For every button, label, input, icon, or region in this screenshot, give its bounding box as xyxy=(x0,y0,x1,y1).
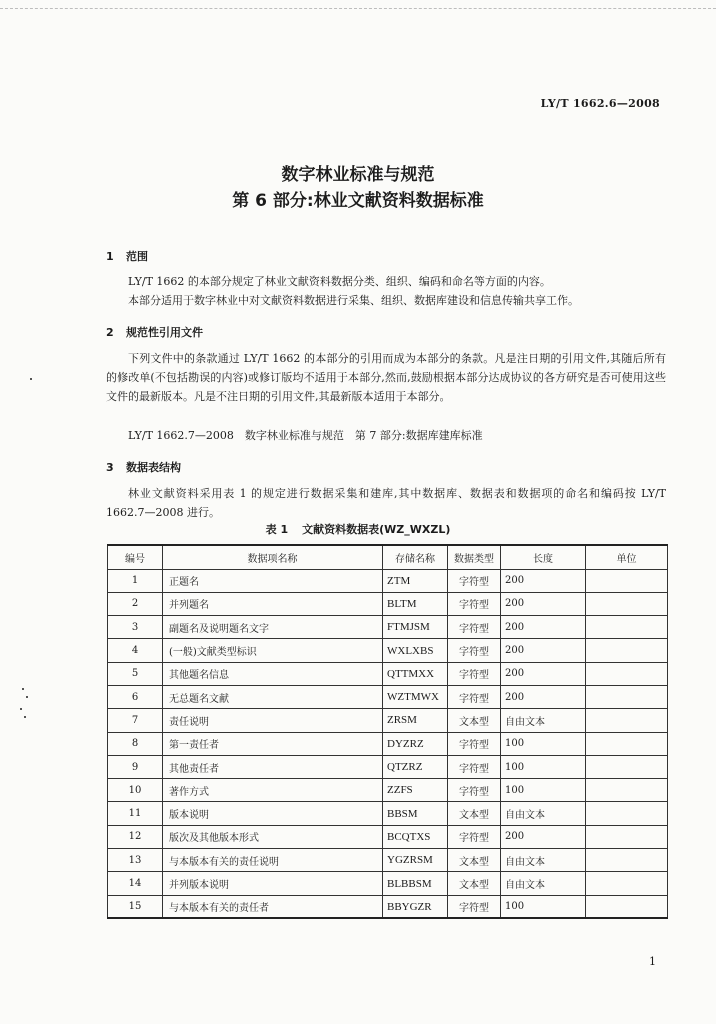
cell-number: 11 xyxy=(108,802,163,825)
cell-number: 12 xyxy=(108,825,163,848)
cell-number: 8 xyxy=(108,732,163,755)
cell-length: 200 xyxy=(501,592,586,615)
cell-storage-name: ZRSM xyxy=(383,709,448,732)
cell-number: 3 xyxy=(108,616,163,639)
cell-length: 200 xyxy=(501,825,586,848)
cell-item-name: 与本版本有关的责任者 xyxy=(163,895,383,918)
cell-unit xyxy=(586,872,668,895)
table-body xyxy=(108,569,668,918)
table-row xyxy=(108,639,668,662)
section-2-heading xyxy=(106,324,203,340)
cell-data-type: 字符型 xyxy=(448,685,501,708)
cell-unit xyxy=(586,895,668,918)
cell-length: 自由文本 xyxy=(501,872,586,895)
cell-length: 100 xyxy=(501,895,586,918)
cell-unit xyxy=(586,802,668,825)
top-scan-border xyxy=(0,8,716,9)
table-row xyxy=(108,779,668,802)
cell-storage-name: BCQTXS xyxy=(383,825,448,848)
cell-number: 13 xyxy=(108,849,163,872)
table-row xyxy=(108,755,668,778)
section-title: 范围 xyxy=(126,250,148,263)
cell-storage-name: YGZRSM xyxy=(383,849,448,872)
cell-item-name: 并列题名 xyxy=(163,592,383,615)
table-row xyxy=(108,592,668,615)
section-3-paragraph-1: 林业文献资料采用表 1 的规定进行数据采集和建库,其中数据库、数据表和数据项的命名和编码按 LY/T 1662.7—2008 进行。 xyxy=(106,487,666,519)
section-1-paragraph-2: 本部分适用于数字林业中对文献资料数据进行采集、组织、数据库建设和信息传输共享工作。 xyxy=(128,294,579,307)
cell-number: 2 xyxy=(108,592,163,615)
table-row xyxy=(108,616,668,639)
cell-data-type: 文本型 xyxy=(448,802,501,825)
table-row xyxy=(108,802,668,825)
cell-number: 7 xyxy=(108,709,163,732)
cell-unit xyxy=(586,639,668,662)
cell-unit xyxy=(586,616,668,639)
cell-item-name: 著作方式 xyxy=(163,779,383,802)
header-cell-number: 编号 xyxy=(108,545,163,569)
scan-speck xyxy=(26,696,28,698)
cell-item-name: 无总题名文献 xyxy=(163,685,383,708)
cell-number: 10 xyxy=(108,779,163,802)
section-3-heading xyxy=(106,459,181,475)
cell-storage-name: BBSM xyxy=(383,802,448,825)
cell-unit xyxy=(586,825,668,848)
table-row xyxy=(108,849,668,872)
section-number: 3 xyxy=(106,461,114,474)
cell-unit xyxy=(586,732,668,755)
cell-data-type: 字符型 xyxy=(448,616,501,639)
cell-data-type: 字符型 xyxy=(448,639,501,662)
cell-unit xyxy=(586,709,668,732)
cell-item-name: 其他题名信息 xyxy=(163,662,383,685)
section-1-heading xyxy=(106,248,148,264)
table-row xyxy=(108,709,668,732)
cell-item-name: 副题名及说明题名文字 xyxy=(163,616,383,639)
cell-unit xyxy=(586,755,668,778)
cell-storage-name: FTMJSM xyxy=(383,616,448,639)
cell-unit xyxy=(586,592,668,615)
cell-storage-name: BBYGZR xyxy=(383,895,448,918)
cell-storage-name: WZTMWX xyxy=(383,685,448,708)
cell-length: 自由文本 xyxy=(501,849,586,872)
page-number: 1 xyxy=(649,955,656,968)
cell-unit xyxy=(586,662,668,685)
header-cell-storage-name: 存储名称 xyxy=(383,545,448,569)
cell-item-name: 版本说明 xyxy=(163,802,383,825)
cell-number: 6 xyxy=(108,685,163,708)
cell-data-type: 文本型 xyxy=(448,849,501,872)
cell-unit xyxy=(586,779,668,802)
cell-length: 200 xyxy=(501,569,586,592)
cell-item-name: 并列版本说明 xyxy=(163,872,383,895)
data-table xyxy=(107,544,668,919)
cell-data-type: 文本型 xyxy=(448,709,501,732)
cell-item-name: (一般)文献类型标识 xyxy=(163,639,383,662)
table-row xyxy=(108,662,668,685)
table-row xyxy=(108,569,668,592)
cell-item-name: 正题名 xyxy=(163,569,383,592)
table-row xyxy=(108,685,668,708)
cell-storage-name: BLTM xyxy=(383,592,448,615)
cell-data-type: 字符型 xyxy=(448,779,501,802)
cell-storage-name: BLBBSM xyxy=(383,872,448,895)
section-2-reference: LY/T 1662.7—2008 数字林业标准与规范 第 7 部分:数据库建库标准 xyxy=(128,429,483,442)
cell-storage-name: ZTM xyxy=(383,569,448,592)
cell-length: 100 xyxy=(501,755,586,778)
cell-data-type: 文本型 xyxy=(448,872,501,895)
cell-number: 15 xyxy=(108,895,163,918)
cell-item-name: 其他责任者 xyxy=(163,755,383,778)
scan-speck xyxy=(24,716,26,718)
cell-length: 自由文本 xyxy=(501,802,586,825)
cell-data-type: 字符型 xyxy=(448,569,501,592)
document-title: 数字林业标准与规范 xyxy=(281,165,435,185)
cell-length: 自由文本 xyxy=(501,709,586,732)
cell-item-name: 第一责任者 xyxy=(163,732,383,755)
cell-unit xyxy=(586,849,668,872)
cell-storage-name: DYZRZ xyxy=(383,732,448,755)
scan-speck xyxy=(22,688,24,690)
section-title: 规范性引用文件 xyxy=(126,326,203,339)
cell-data-type: 字符型 xyxy=(448,592,501,615)
cell-length: 200 xyxy=(501,685,586,708)
cell-data-type: 字符型 xyxy=(448,895,501,918)
header-cell-length: 长度 xyxy=(501,545,586,569)
cell-length: 200 xyxy=(501,639,586,662)
cell-length: 200 xyxy=(501,662,586,685)
cell-number: 4 xyxy=(108,639,163,662)
cell-unit xyxy=(586,685,668,708)
cell-data-type: 字符型 xyxy=(448,732,501,755)
section-1-paragraph-1: LY/T 1662 的本部分规定了林业文献资料数据分类、组织、编码和命名等方面的内容。 xyxy=(128,275,551,288)
table-header-row xyxy=(108,545,668,569)
cell-unit xyxy=(586,569,668,592)
table-caption xyxy=(0,521,716,537)
section-number: 1 xyxy=(106,250,114,263)
table-row xyxy=(108,825,668,848)
cell-item-name: 与本版本有关的责任说明 xyxy=(163,849,383,872)
header-cell-unit: 单位 xyxy=(586,545,668,569)
cell-number: 14 xyxy=(108,872,163,895)
cell-data-type: 字符型 xyxy=(448,755,501,778)
document-subtitle: 第 6 部分:林业文献资料数据标准 xyxy=(232,191,484,211)
table-row xyxy=(108,732,668,755)
cell-item-name: 责任说明 xyxy=(163,709,383,732)
header-cell-data-type: 数据类型 xyxy=(448,545,501,569)
header-cell-item-name: 数据项名称 xyxy=(163,545,383,569)
table-row xyxy=(108,872,668,895)
cell-item-name: 版次及其他版本形式 xyxy=(163,825,383,848)
cell-number: 9 xyxy=(108,755,163,778)
scan-speck xyxy=(20,708,22,710)
cell-storage-name: QTZRZ xyxy=(383,755,448,778)
cell-length: 200 xyxy=(501,616,586,639)
cell-number: 1 xyxy=(108,569,163,592)
section-2-paragraph-1: 下列文件中的条款通过 LY/T 1662 的本部分的引用而成为本部分的条款。凡是注日期的引用文件,其随后所有的修改单(不包括勘误的内容)或修订版均不适用于本部分,然而,鼓励根据本部分达成协议的各方研究是否可使用这些文件的最新版本。凡是不注日期的引用文件,其最新版本适用于本部分。 xyxy=(106,352,666,403)
scan-speck xyxy=(30,378,32,380)
cell-number: 5 xyxy=(108,662,163,685)
cell-storage-name: ZZFS xyxy=(383,779,448,802)
cell-storage-name: QTTMXX xyxy=(383,662,448,685)
cell-length: 100 xyxy=(501,779,586,802)
section-title: 数据表结构 xyxy=(126,461,181,474)
cell-storage-name: WXLXBS xyxy=(383,639,448,662)
cell-length: 100 xyxy=(501,732,586,755)
section-number: 2 xyxy=(106,326,114,339)
table-row xyxy=(108,895,668,918)
cell-data-type: 字符型 xyxy=(448,662,501,685)
standard-code: LY/T 1662.6—2008 xyxy=(540,97,660,110)
cell-data-type: 字符型 xyxy=(448,825,501,848)
table-caption-title: 文献资料数据表(WZ_WXZL) xyxy=(302,523,451,536)
table-caption-label: 表 1 xyxy=(265,523,289,536)
